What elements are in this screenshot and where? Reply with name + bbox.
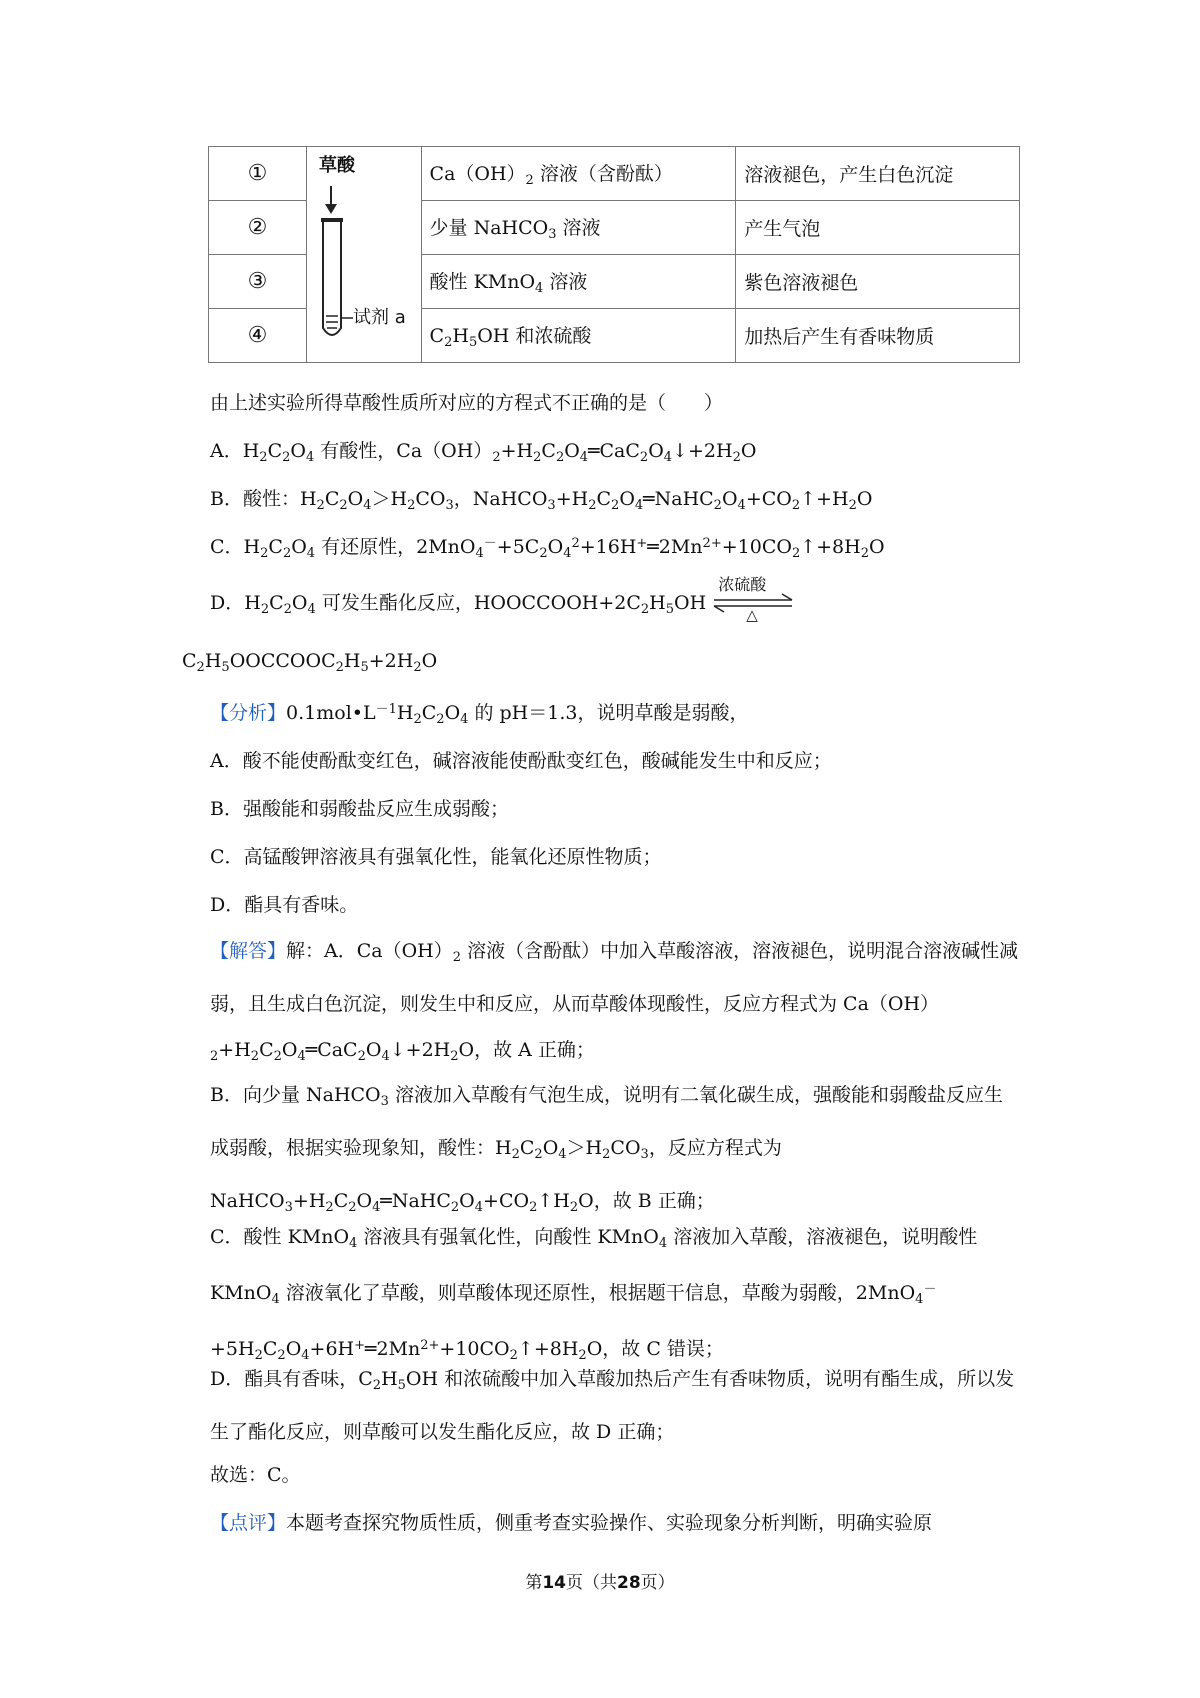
analysis-b: B．强酸能和弱酸盐反应生成弱酸； [210, 798, 509, 820]
result-cell: 加热后产生有香味物质 [736, 309, 1020, 363]
analysis-tag: 【分析】 [210, 702, 287, 724]
arrow-condition-bottom: △ [746, 606, 758, 624]
analysis-a: A．酸不能使酚酞变红色，碱溶液能使酚酞变红色，酸碱能发生中和反应； [210, 750, 832, 772]
reagent-cell: $C_2H_5OH$ 和浓硫酸 [421, 309, 736, 363]
total-page-count: 28 [617, 1573, 641, 1593]
option-d [210, 575, 796, 626]
option-b: B．酸性：$H_2C_2O_4>H_2CO_3$，$NaHCO_3+H_2C_2O_4═NaHC_2O_4+CO_2↑+H_2O$ [210, 488, 873, 513]
option-c: C．$H_2C_2O_4$ 有还原性，$2MnO_4^-+5C_2O_4^2+16H^+═2Mn^{2+}+10CO_2↑+8H_2O$ [210, 536, 885, 561]
comment [210, 1508, 932, 1535]
result-cell: 紫色溶液褪色 [736, 255, 1020, 309]
option-a: A．$H_2C_2O_4$ 有酸性，$Ca(OH)_2+H_2C_2O_4═CaC_2O_4↓+2H_2O$ [210, 440, 757, 465]
answer-c: C．酸性 KMnO$_4$ 溶液具有强氧化性，向酸性 KMnO$_4$ 溶液加入草酸，溶液褪色，说明酸性 KMnO$_4$ 溶液氧化了草酸，则草酸体现还原性，根据题干信息，草酸为弱酸，$2MnO_4^-+5H_2C_2O_4+6H^+═2Mn^{2+}+10CO_2↑+8H_2O$，故 C 错误； [210, 1226, 978, 1363]
figure-top-label: 草酸 [319, 155, 356, 176]
footer-suffix: 页） [640, 1573, 675, 1593]
reagent-cell: 酸性 KMnO$_4$ 溶液 [421, 255, 736, 309]
answer-d: D．酯具有香味，$C_2H_5OH$ 和浓硫酸中加入草酸加热后产生有香味物质，说明有酯生成，所以发生了酯化反应，则草酸可以发生酯化反应，故 D 正确； [210, 1368, 1015, 1443]
result-cell: 溶液褪色，产生白色沉淀 [736, 147, 1020, 201]
arrow-condition-top: 浓硫酸 [718, 575, 767, 594]
answer-tag: 【解答】 [210, 940, 287, 962]
reversible-arrow [712, 575, 796, 626]
option-d-product: $C_2H_5OOCCOOC_2H_5+2H_2O$ [182, 650, 438, 675]
experiment-table [208, 146, 1020, 363]
analysis-header [210, 698, 748, 727]
comment-text: 本题考查探究物质性质，侧重考查实验操作、实验现象分析判断，明确实验原 [286, 1512, 933, 1534]
analysis-d: D．酯具有香味。 [210, 894, 359, 916]
reagent-cell: 少量 NaHCO$_3$ 溶液 [421, 201, 736, 255]
test-tube-figure [307, 147, 422, 363]
result-cell: 产生气泡 [736, 201, 1020, 255]
row-number: ① [209, 147, 307, 201]
figure-side-label: 试剂 a [353, 307, 406, 328]
page-footer [0, 1568, 1200, 1593]
answer-b: B．向少量 NaHCO$_3$ 溶液加入草酸有气泡生成，说明有二氧化碳生成，强酸能和弱酸盐反应生成弱酸，根据实验现象知，酸性：$H_2C_2O_4>H_2CO_3$，反应方程式为 $NaHCO_3+H_2C_2O_4═NaHC_2O_4+CO_2↑H_2O$，故 B 正确； [210, 1084, 1003, 1215]
answer-choice: 故选：C。 [210, 1464, 301, 1486]
row-number: ③ [209, 255, 307, 309]
answer-a-text: 解：A．$Ca(OH)_2$ 溶液（含酚酞）中加入草酸溶液，溶液褪色，说明混合溶液碱性减弱，且生成白色沉淀，则发生中和反应，从而草酸体现酸性，反应方程式为 $Ca(OH)_2+H_2C_2O_4═CaC_2O_4↓+2H_2O$，故 A 正确； [210, 940, 1019, 1064]
row-number: ② [209, 201, 307, 255]
row-number: ④ [209, 309, 307, 363]
option-d-text: D．$H_2C_2O_4$ 可发生酯化反应，$HOOCCOOH+2C_2H_5OH$ [210, 592, 707, 617]
comment-tag: 【点评】 [210, 1512, 287, 1534]
answer-a [210, 928, 1020, 1080]
analysis-text: $0.1mol•L^{-1}H_2C_2O_4$ 的 pH＝1.3，说明草酸是弱酸， [286, 702, 749, 727]
footer-prefix: 第 [525, 1573, 543, 1593]
table-row [209, 147, 1020, 201]
analysis-c: C．高锰酸钾溶液具有强氧化性，能氧化还原性物质； [210, 846, 662, 868]
current-page-number: 14 [542, 1573, 566, 1593]
reagent-cell: $Ca(OH)_2$ 溶液（含酚酞） [421, 147, 736, 201]
question-stem: 由上述实验所得草酸性质所对应的方程式不正确的是（ ） [210, 392, 724, 414]
footer-middle: 页（共 [566, 1573, 617, 1593]
